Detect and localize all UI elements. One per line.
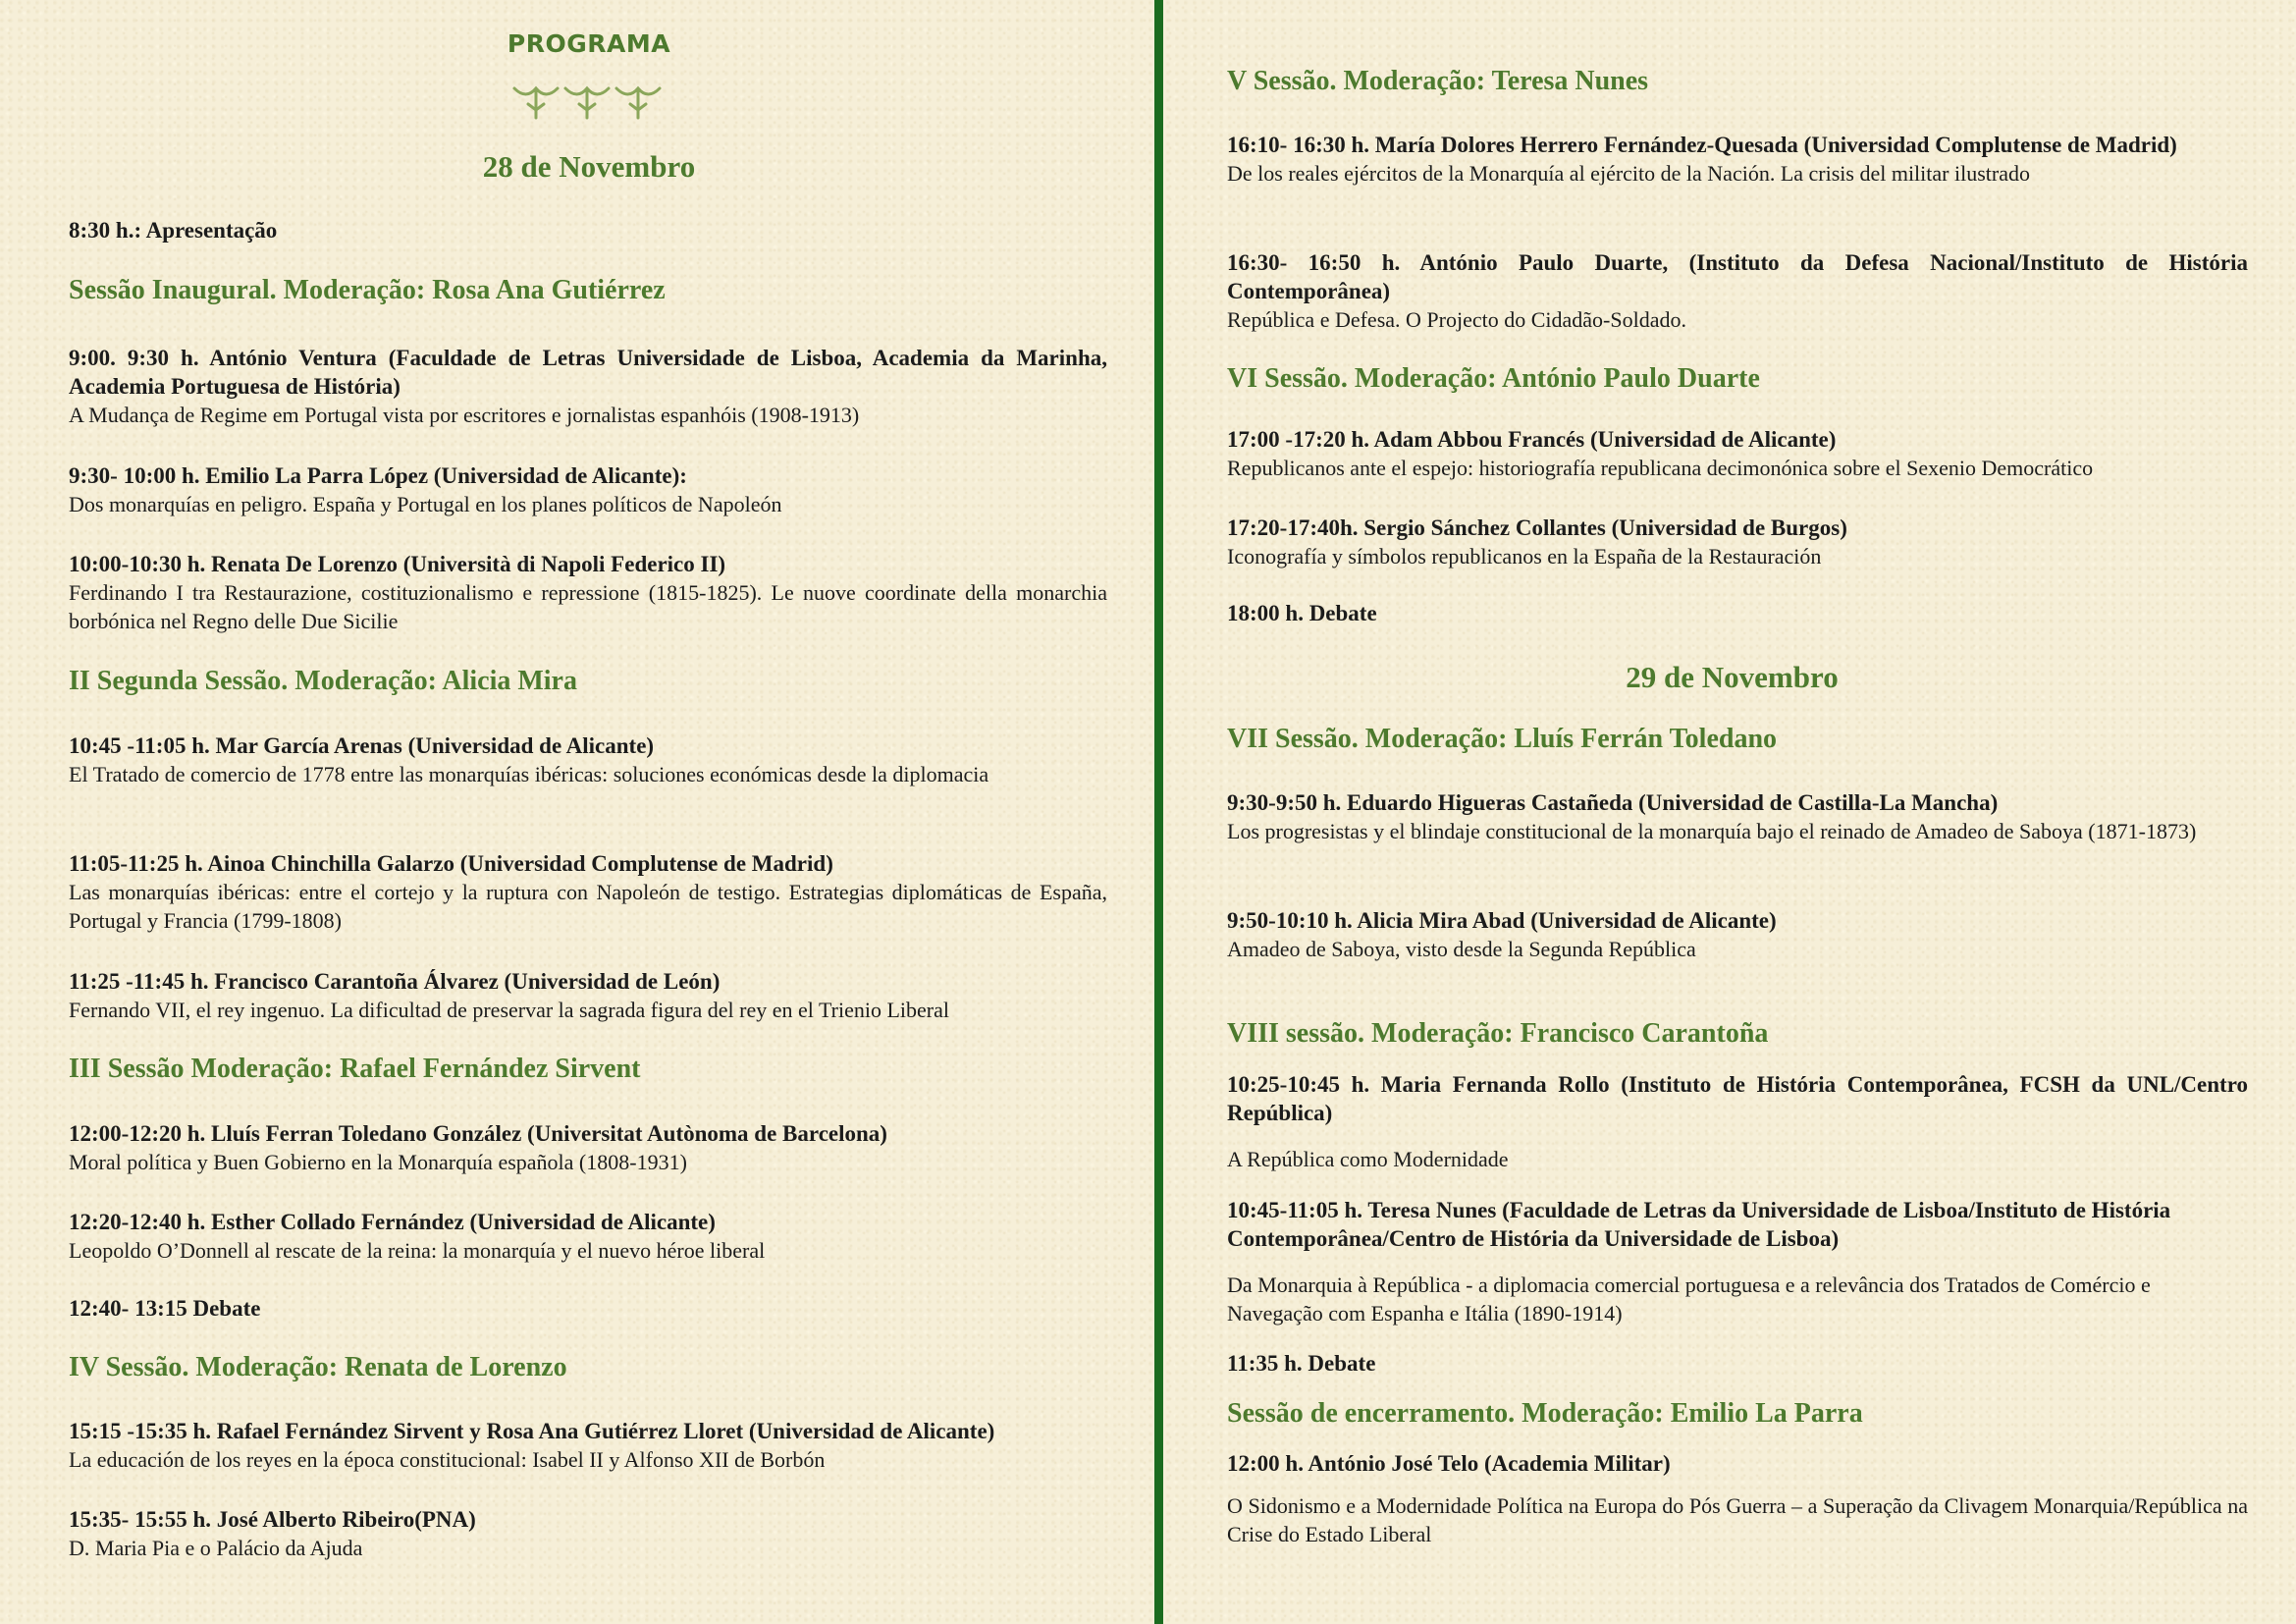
session-heading-2: II Segunda Sessão. Moderação: Alicia Mira (69, 666, 577, 696)
talk-speaker: 9:00. 9:30 h. António Ventura (Faculdade de Letras Universidade de Lisboa, Academia da Marinha, Academia Portuguesa de História) (69, 346, 1107, 399)
talk-item (69, 1208, 1107, 1265)
session-heading-7: VII Sessão. Moderação: Lluís Ferrán Toledano (1227, 724, 1778, 754)
talk-title: Amadeo de Saboya, visto desde la Segunda República (1227, 937, 1696, 961)
talk-title: Leopoldo O’Donnell al rescate de la reina: la monarquía y el nuevo héroe liberal (69, 1238, 766, 1263)
talk-title: El Tratado de comercio de 1778 entre las monarquías ibéricas: soluciones económicas desde la diplomacia (69, 762, 989, 786)
talk-speaker: 10:45-11:05 h. Teresa Nunes (Faculdade de Letras da Universidade de Lisboa/Instituto de História Contemporânea/Centro de História da Universidade de Lisboa) (1227, 1198, 2171, 1251)
talk-item (1227, 425, 2248, 482)
talk-item (69, 1417, 1107, 1474)
talk-speaker: 10:00-10:30 h. Renata De Lorenzo (Università di Napoli Federico II) (69, 552, 726, 576)
talk-item (69, 849, 1107, 935)
session-heading-4: IV Sessão. Moderação: Renata de Lorenzo (69, 1352, 567, 1382)
talk-title: A República como Modernidade (1227, 1147, 1509, 1171)
apresentacao-item: 8:30 h.: Apresentação (69, 218, 278, 243)
talk-item (1227, 1196, 2248, 1327)
talk-item (1227, 248, 2248, 334)
session-heading-6: VI Sessão. Moderação: António Paulo Duarte (1227, 363, 1760, 394)
talk-speaker: 15:15 -15:35 h. Rafael Fernández Sirvent y Rosa Ana Gutiérrez Lloret (Universidad de Alicante) (69, 1419, 995, 1443)
talk-speaker: 9:30- 10:00 h. Emilio La Parra López (Universidad de Alicante): (69, 463, 687, 488)
session-heading-3: III Sessão Moderação: Rafael Fernández Sirvent (69, 1054, 641, 1084)
talk-speaker: 9:30-9:50 h. Eduardo Higueras Castañeda (Universidad de Castilla-La Mancha) (1227, 790, 1999, 815)
session-heading-inaugural: Sessão Inaugural. Moderação: Rosa Ana Gutiérrez (69, 275, 666, 305)
talk-item (69, 461, 1107, 518)
talk-title: Moral política y Buen Gobierno en la Monarquía española (1808-1931) (69, 1150, 687, 1174)
talk-title: Ferdinando I tra Restaurazione, costituzionalismo e repressione (1815-1825). Le nuove coordinate della monarchia borbónica nel Regno delle Due Sicilie (69, 580, 1107, 633)
talk-title: La educación de los reyes en la época constitucional: Isabel II y Alfonso XII de Borbón (69, 1447, 826, 1472)
talk-title: Fernando VII, el rey ingenuo. La dificultad de preservar la sagrada figura del rey en el Trienio Liberal (69, 998, 949, 1022)
talk-title: Dos monarquías en peligro. España y Portugal en los planes políticos de Napoleón (69, 492, 782, 516)
talk-speaker: 17:00 -17:20 h. Adam Abbou Francés (Universidad de Alicante) (1227, 427, 1837, 452)
talk-speaker: 12:00 h. António José Telo (Academia Militar) (1227, 1451, 1671, 1476)
talk-speaker: 9:50-10:10 h. Alicia Mira Abad (Universidad de Alicante) (1227, 908, 1777, 933)
talk-item (69, 731, 1107, 788)
debate-item: 18:00 h. Debate (1227, 601, 1377, 625)
talk-speaker: 16:10- 16:30 h. María Dolores Herrero Fernández-Quesada (Universidad Complutense de Madrid) (1227, 133, 2177, 157)
talk-title: Las monarquías ibéricas: entre el cortejo y la ruptura con Napoleón de testigo. Estrategias diplomáticas de España, Portugal y Francia (1799-1808) (69, 880, 1107, 933)
debate-item: 12:40- 13:15 Debate (69, 1296, 261, 1321)
right-column (1168, 0, 2296, 1624)
talk-title: D. Maria Pia e o Palácio da Ajuda (69, 1536, 363, 1560)
fleuron-triple-icon (510, 81, 664, 122)
debate-item: 11:35 h. Debate (1227, 1351, 1376, 1376)
talk-item (1227, 1070, 2248, 1173)
talk-title: O Sidonismo e a Modernidade Política na Europa do Pós Guerra – a Superação da Clivagem Monarquia/República na Crise do Estado Liberal (1227, 1493, 2248, 1546)
talk-item (1227, 906, 2248, 963)
talk-speaker: 11:05-11:25 h. Ainoa Chinchilla Galarzo (Universidad Complutense de Madrid) (69, 851, 833, 876)
talk-speaker: 17:20-17:40h. Sergio Sánchez Collantes (Universidad de Burgos) (1227, 515, 1847, 540)
talk-speaker: 10:25-10:45 h. Maria Fernanda Rollo (Instituto de História Contemporânea, FCSH da UNL/Centro República) (1227, 1072, 2248, 1125)
talk-speaker: 10:45 -11:05 h. Mar García Arenas (Universidad de Alicante) (69, 733, 655, 758)
talk-item (69, 1119, 1107, 1176)
talk-item (69, 344, 1107, 429)
talk-speaker: 16:30- 16:50 h. António Paulo Duarte, (Instituto da Defesa Nacional/Instituto de História Contemporânea) (1227, 250, 2248, 303)
talk-title: Republicanos ante el espejo: historiografía republicana decimonónica sobre el Sexenio Democrático (1227, 456, 2094, 480)
talk-item (1227, 131, 2248, 188)
talk-speaker: 12:20-12:40 h. Esther Collado Fernández (Universidad de Alicante) (69, 1210, 716, 1234)
talk-speaker: 11:25 -11:45 h. Francisco Carantoña Álvarez (Universidad de León) (69, 969, 721, 994)
talk-item (69, 550, 1107, 635)
talk-item (69, 967, 1107, 1024)
day-heading-28: 28 de Novembro (482, 149, 696, 184)
talk-title: Da Monarquia à República - a diplomacia comercial portuguesa e a relevância dos Tratados de Comércio e Navegação com Espanha e Itália (1890-1914) (1227, 1272, 2151, 1326)
programa-heading: PROGRAMA (507, 29, 671, 58)
talk-item (1227, 1449, 2248, 1548)
day-heading-29: 29 de Novembro (1626, 660, 1839, 694)
talk-title: A Mudança de Regime em Portugal vista por escritores e jornalistas espanhóis (1908-1913) (69, 403, 860, 427)
talk-title: Los progresistas y el blindaje constitucional de la monarquía bajo el reinado de Amadeo de Saboya (1871-1873) (1227, 819, 2197, 843)
talk-item (69, 1505, 1107, 1562)
session-heading-encerramento: Sessão de encerramento. Moderação: Emilio La Parra (1227, 1398, 1863, 1429)
talk-title: Iconografía y símbolos republicanos en la España de la Restauración (1227, 544, 1822, 568)
talk-speaker: 12:00-12:20 h. Lluís Ferran Toledano González (Universitat Autònoma de Barcelona) (69, 1121, 887, 1146)
session-heading-8: VIII sessão. Moderação: Francisco Carantoña (1227, 1018, 1769, 1049)
column-divider (1154, 0, 1163, 1624)
session-heading-5: V Sessão. Moderação: Teresa Nunes (1227, 66, 1649, 96)
talk-speaker: 15:35- 15:55 h. José Alberto Ribeiro(PNA) (69, 1507, 476, 1532)
talk-title: República e Defesa. O Projecto do Cidadão-Soldado. (1227, 307, 1686, 332)
talk-item (1227, 788, 2248, 845)
talk-item (1227, 514, 2248, 570)
talk-title: De los reales ejércitos de la Monarquía al ejército de la Nación. La crisis del militar ilustrado (1227, 161, 2030, 186)
